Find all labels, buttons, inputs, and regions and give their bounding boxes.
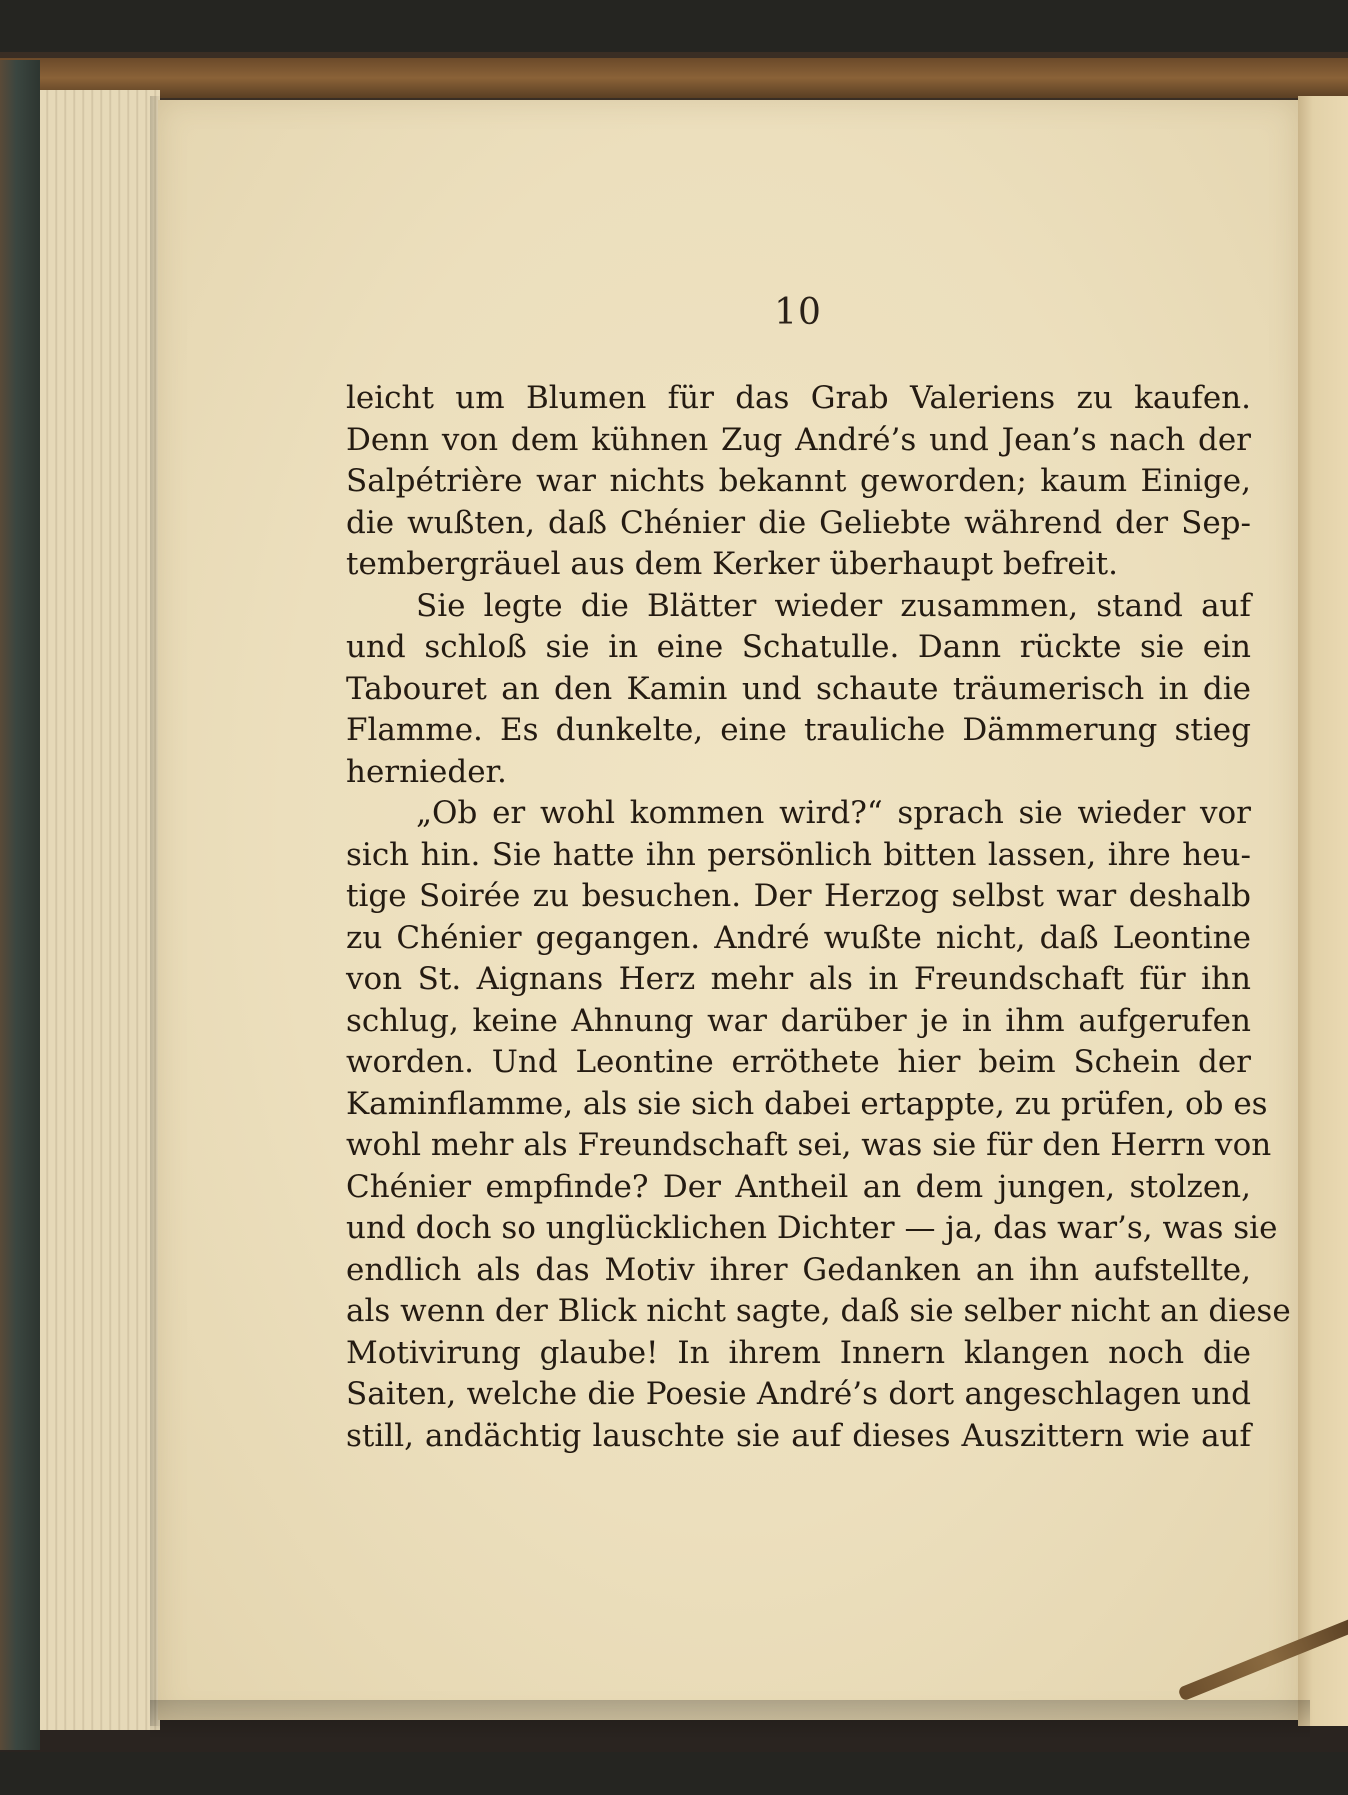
text-line: „Ob er wohl kommen wird?“ sprach sie wieder vor <box>416 795 1251 831</box>
text-line: Salpétrière war nichts bekannt geworden; kaum Einige, <box>346 463 1251 499</box>
text-line: die wußten, daß Chénier die Geliebte während der Sep- <box>346 504 1251 541</box>
text-line: und schloß sie in eine Schatulle. Dann rückte sie ein <box>346 629 1251 665</box>
text-line: wohl mehr als Freundschaft sei, was sie für den Herrn von <box>346 1127 1272 1163</box>
facing-page-edge <box>1298 96 1348 1726</box>
text-line: still, andächtig lauschte sie auf dieses Auszittern wie auf <box>346 1417 1251 1454</box>
text-line: schlug, keine Ahnung war darüber je in ihm aufgerufen <box>346 1002 1251 1039</box>
text-line: Sie legte die Blätter wieder zusammen, stand auf <box>416 587 1251 624</box>
text-line: als wenn der Blick nicht sagte, daß sie selber nicht an diese <box>346 1293 1291 1329</box>
page-number: 10 <box>774 292 822 333</box>
text-line: leicht um Blumen für das Grab Valeriens zu kaufen. <box>346 380 1251 416</box>
text-line: tembergräuel aus dem Kerker überhaupt befreit. <box>346 546 1118 582</box>
text-line: Tabouret an den Kamin und schaute träumerisch in die <box>346 670 1251 707</box>
text-line: Denn von dem kühnen Zug André’s und Jean’s nach der <box>346 421 1251 458</box>
text-line: zu Chénier gegangen. André wußte nicht, daß Leontine <box>346 919 1251 956</box>
text-line: Flamme. Es dunkelte, eine trauliche Dämmerung stieg <box>346 712 1251 748</box>
text-line: Motivirung glaube! In ihrem Innern klangen noch die <box>346 1334 1251 1371</box>
text-line: und doch so unglücklichen Dichter — ja, das war’s, was sie <box>346 1210 1278 1246</box>
text-line: Chénier empfinde? Der Antheil an dem jungen, stolzen, <box>346 1168 1251 1205</box>
text-line: Kaminflamme, als sie sich dabei ertappte, zu prüfen, ob es <box>346 1085 1268 1122</box>
text-line: von St. Aignans Herz mehr als in Freundschaft für ihn <box>346 961 1251 997</box>
text-line: worden. Und Leontine erröthete hier beim Schein der <box>346 1044 1251 1080</box>
text-line: sich hin. Sie hatte ihn persönlich bitten lassen, ihre heu- <box>346 836 1251 873</box>
text-line: hernieder. <box>346 753 507 790</box>
text-line: endlich als das Motiv ihrer Gedanken an ihn aufstellte, <box>346 1251 1251 1288</box>
page-body-text <box>346 378 1291 1457</box>
text-line: tige Soirée zu besuchen. Der Herzog selbst war deshalb <box>346 878 1251 914</box>
text-line: Saiten, welche die Poesie André’s dort angeschlagen und <box>346 1376 1251 1412</box>
cover-top-edge <box>0 58 1348 98</box>
page-bottom-shadow <box>150 1700 1310 1740</box>
page-stack-edges <box>40 90 160 1730</box>
